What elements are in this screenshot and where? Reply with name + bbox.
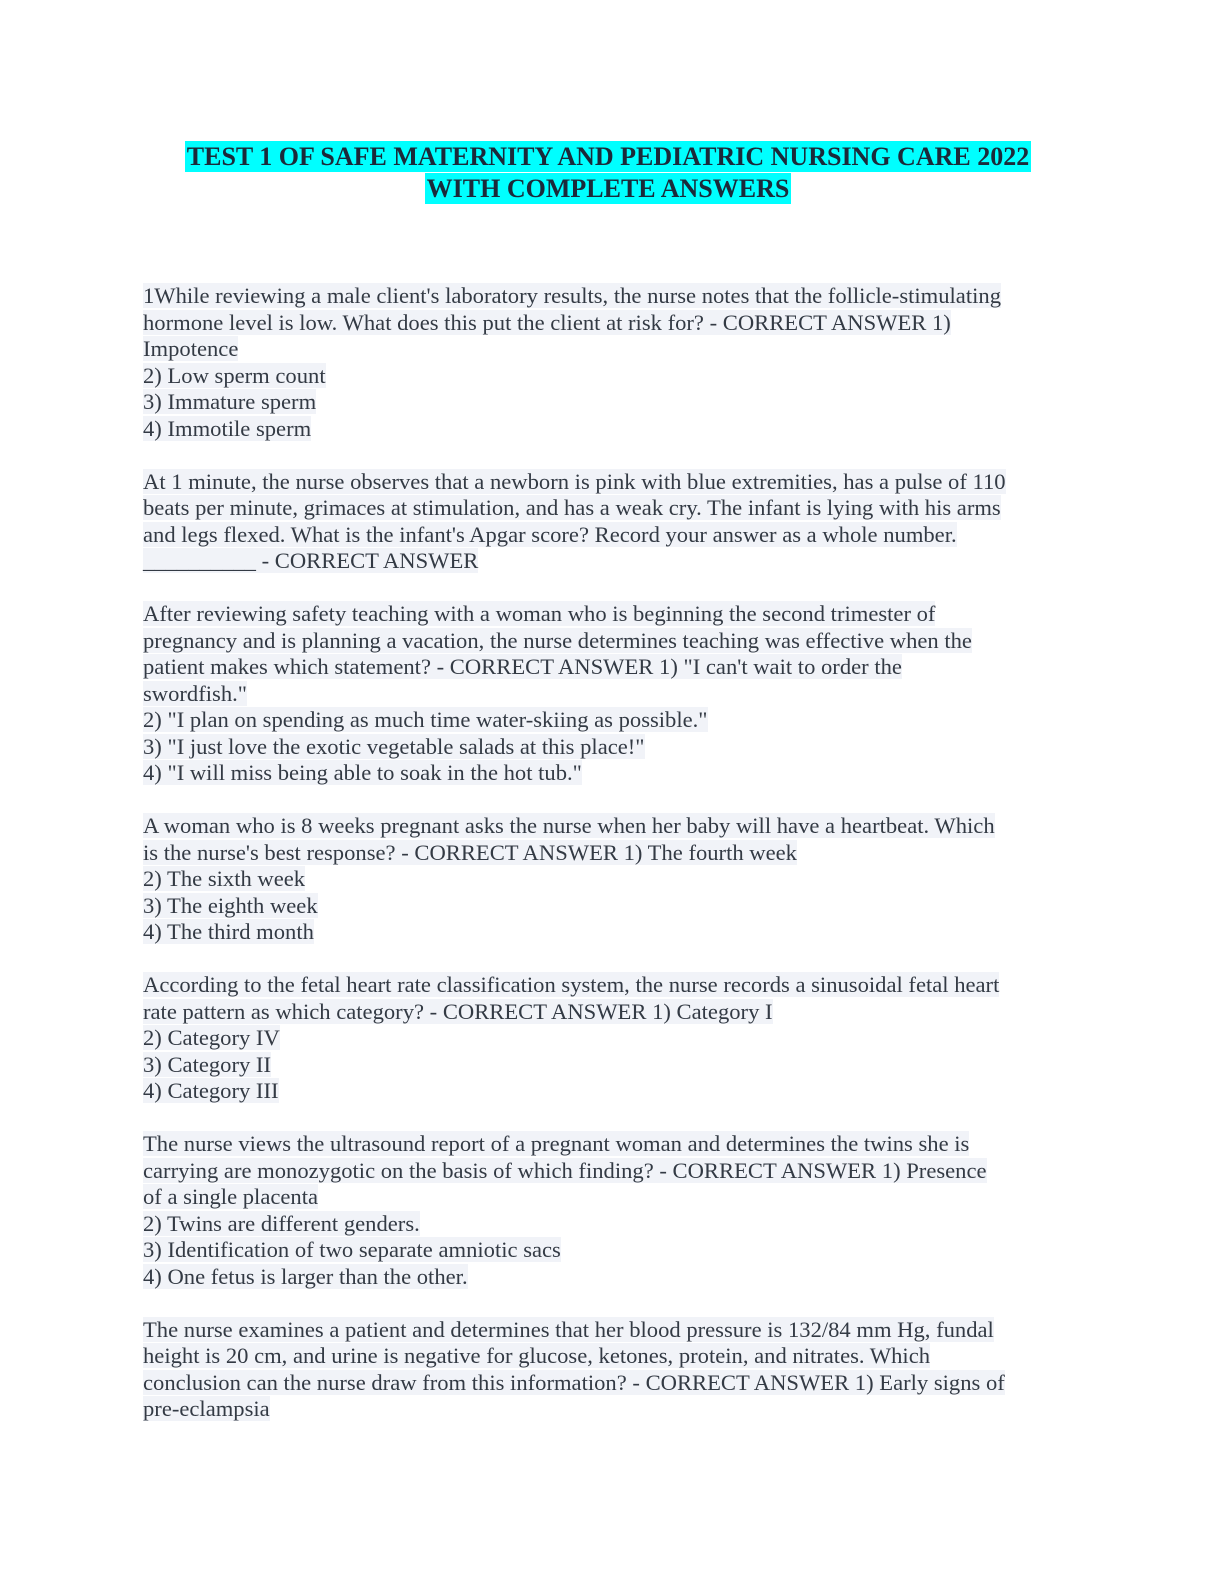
question-text: swordfish." [143,680,247,706]
question-line [143,416,1078,443]
question-line [143,363,1078,390]
question-line [143,548,1078,575]
question-text: 4) One fetus is larger than the other. [143,1263,468,1289]
question-text: is the nurse's best response? - CORRECT ANSWER 1) The fourth week [143,839,797,865]
title-line-2: WITH COMPLETE ANSWERS [426,174,790,203]
question-line [143,1052,1078,1079]
question-text: patient makes which statement? - CORRECT ANSWER 1) "I can't wait to order the [143,654,902,679]
question-line [143,972,1078,999]
question-text: 2) Category IV [143,1025,280,1050]
question-text: 4) Category III [143,1078,279,1103]
question-block [143,1317,1078,1423]
question-text: Impotence [143,336,239,361]
question-line [143,1158,1078,1185]
question-line [143,919,1078,946]
question-text: 3) "I just love the exotic vegetable salads at this place!" [143,733,645,759]
question-text: 4) "I will miss being able to soak in the hot tub." [143,760,582,785]
question-text: 4) The third month [143,919,314,944]
question-line [143,893,1078,920]
question-block [143,972,1078,1105]
question-line [143,734,1078,761]
question-block [143,601,1078,787]
question-line [143,1343,1078,1370]
question-line [143,628,1078,655]
question-text: A woman who is 8 weeks pregnant asks the nurse when her baby will have a heartbeat. Which [143,813,995,838]
question-text: After reviewing safety teaching with a woman who is beginning the second trimester of [143,601,936,626]
question-line [143,601,1078,628]
question-text: and legs flexed. What is the infant's Apgar score? Record your answer as a whole number. [143,521,957,547]
question-block [143,1131,1078,1290]
question-text: conclusion can the nurse draw from this information? - CORRECT ANSWER 1) Early signs of [143,1369,1005,1395]
question-text: The nurse examines a patient and determines that her blood pressure is 132/84 mm Hg, fundal [143,1316,994,1342]
question-line [143,522,1078,549]
question-text: 3) Identification of two separate amniotic sacs [143,1237,561,1262]
question-line [143,866,1078,893]
question-text: 2) Low sperm count [143,362,326,388]
question-line [143,310,1078,337]
question-line [143,1237,1078,1264]
question-line [143,1264,1078,1291]
question-list [143,283,1078,1449]
question-line [143,707,1078,734]
question-block [143,813,1078,946]
question-text: beats per minute, grimaces at stimulation, and has a weak cry. The infant is lying with his arms [143,495,1001,520]
question-line [143,1184,1078,1211]
question-text: 2) "I plan on spending as much time water-skiing as possible." [143,707,708,732]
document-title [130,141,1086,205]
question-line [143,813,1078,840]
question-line [143,1025,1078,1052]
question-text: At 1 minute, the nurse observes that a newborn is pink with blue extremities, has a pulse of 110 [143,468,1006,494]
question-text: 3) The eighth week [143,892,318,918]
question-line [143,1396,1078,1423]
question-text: 3) Immature sperm [143,389,317,414]
question-line [143,495,1078,522]
question-text: of a single placenta [143,1184,319,1209]
question-text: height is 20 cm, and urine is negative for glucose, ketones, protein, and nitrates. Which [143,1343,931,1368]
question-line [143,1211,1078,1238]
question-block [143,469,1078,575]
question-line [143,999,1078,1026]
question-text: rate pattern as which category? - CORRECT ANSWER 1) Category I [143,998,773,1024]
question-line [143,389,1078,416]
question-text: carrying are monozygotic on the basis of which finding? - CORRECT ANSWER 1) Presence [143,1157,987,1183]
question-line [143,1078,1078,1105]
question-text: pre-eclampsia [143,1396,270,1421]
question-line [143,681,1078,708]
question-line [143,336,1078,363]
question-text: __________ - CORRECT ANSWER [143,548,479,573]
question-text: According to the fetal heart rate classification system, the nurse records a sinusoidal fetal heart [143,972,1000,997]
question-text: 4) Immotile sperm [143,415,312,441]
question-text: The nurse views the ultrasound report of a pregnant woman and determines the twins she is [143,1131,970,1156]
question-line [143,654,1078,681]
question-text: hormone level is low. What does this put the client at risk for? - CORRECT ANSWER 1) [143,309,951,335]
question-line [143,840,1078,867]
question-line [143,283,1078,310]
question-text: 3) Category II [143,1051,271,1077]
question-line [143,1317,1078,1344]
question-text: 2) The sixth week [143,866,306,891]
title-line-1: TEST 1 OF SAFE MATERNITY AND PEDIATRIC NURSING CARE 2022 [186,142,1030,171]
question-line [143,469,1078,496]
question-text: 2) Twins are different genders. [143,1210,420,1236]
question-line [143,1370,1078,1397]
question-block [143,283,1078,442]
question-text: 1While reviewing a male client's laboratory results, the nurse notes that the follicle-stimulating [143,283,1001,308]
question-line [143,1131,1078,1158]
question-line [143,760,1078,787]
question-text: pregnancy and is planning a vacation, the nurse determines teaching was effective when the [143,627,972,653]
